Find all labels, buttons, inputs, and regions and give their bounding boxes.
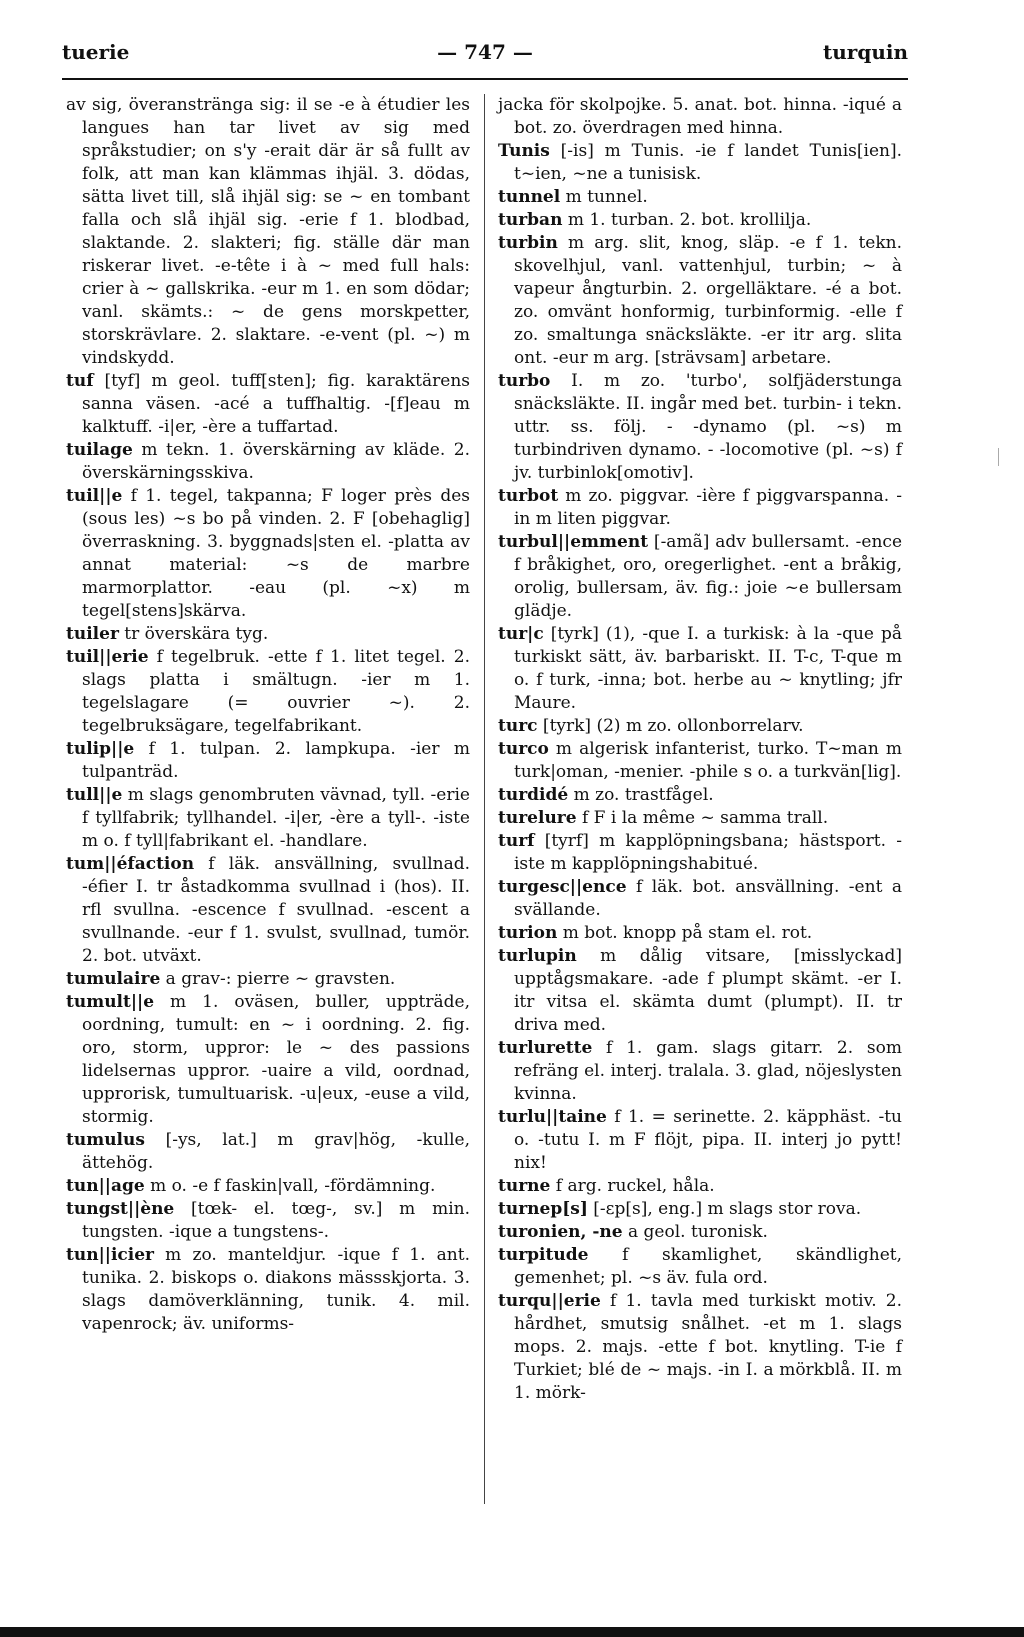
definition-text: f arg. ruckel, håla. [550, 1176, 715, 1196]
dictionary-entry [66, 485, 470, 623]
headword: turgesc||ence [498, 877, 627, 897]
dictionary-entry [66, 784, 470, 853]
definition-text: jacka för skolpojke. 5. anat. bot. hinna. -iqué a bot. zo. överdragen med hinna. [498, 95, 902, 138]
definition-text: [tyrk] (1), -que I. a turkisk: à la -que på turkiskt sätt, äv. barbariskt. II. T-c, T-que m o. f turk, -inna; bot. herbe au ~ knytling; jfr Maure. [514, 624, 902, 713]
headword: tumult||e [66, 992, 155, 1012]
headword: tuil||erie [66, 647, 149, 667]
headword: turc [498, 716, 538, 736]
dictionary-entry [498, 876, 902, 922]
margin-mark [998, 448, 999, 466]
definition-text: m arg. slit, knog, släp. -e f 1. tekn. skovelhjul, vanl. vattenhjul, turbin; ~ à vapeur ångturbin. 2. orgelläktare. -é a bot. zo. omvänt honformig, turbinformig. -elle f zo. smaltunga snäcksläkte. -er itr arg. slita ont. -eur m arg. [strävsam] arbetare. [514, 233, 902, 368]
headword: turelure [498, 808, 577, 828]
headword: turbo [498, 371, 551, 391]
definition-text: [-ys, lat.] m grav|hög, -kulle, ättehög. [82, 1130, 470, 1173]
dictionary-entry [66, 991, 470, 1129]
headword: turion [498, 923, 558, 943]
definition-text: m 1. oväsen, buller, uppträde, oordning, tumult: en ~ i oordning. 2. fig. oro, storm, uppror: le ~ des passions lidelsernas uppror. -uaire a vild, oordnad, upprorisk, tumultuarisk. -u|eux, -euse a vild, stormig. [82, 992, 470, 1127]
headword: tungst||ène [66, 1199, 175, 1219]
dictionary-entry [498, 1290, 902, 1405]
dictionary-entry [66, 1175, 470, 1198]
definition-text: m tunnel. [560, 187, 648, 207]
definition-text: [-is] m Tunis. -ie f landet Tunis[ien]. t~ien, ~ne a tunisisk. [514, 141, 902, 184]
right-column [498, 94, 902, 1405]
definition-text: m dålig vitsare, [misslyckad] upptågsmakare. -ade f plumpt skämt. -er I. itr vitsa el. skämta dumt (plumpt). II. tr driva med. [514, 946, 902, 1035]
dictionary-entry [498, 1221, 902, 1244]
definition-text: f läk. ansvällning, svullnad. -éfier I. tr åstadkomma svullnad i (hos). II. rfl svullna. -escence f svullnad. -escent a svullnande. -eur f 1. svulst, svullnad, tumör. 2. bot. utväxt. [82, 854, 470, 966]
definition-text: a geol. turonisk. [622, 1222, 768, 1242]
headword: turqu||erie [498, 1291, 601, 1311]
definition-text: [tyrf] m kapplöpningsbana; hästsport. -iste m kapplöpningshabitué. [514, 831, 902, 874]
definition-text: f 1. tulpan. 2. lampkupa. -ier m tulpanträd. [82, 739, 470, 782]
definition-text: f F i la même ~ samma trall. [576, 808, 829, 828]
headword: turf [498, 831, 535, 851]
headword: tuil||e [66, 486, 123, 506]
dictionary-entry [498, 945, 902, 1037]
dictionary-entry [66, 94, 470, 370]
headword: tur|c [498, 624, 544, 644]
definition-text: m algerisk infanterist, turko. T~man m turk|oman, -menier. -phile s o. a turkvän[lig]. [514, 739, 902, 782]
dictionary-entry [66, 1244, 470, 1336]
headword: tumulaire [66, 969, 161, 989]
headword: turpitude [498, 1245, 589, 1265]
dictionary-entry [498, 1198, 902, 1221]
definition-text: m tekn. 1. överskärning av kläde. 2. överskärningsskiva. [82, 440, 470, 483]
dictionary-entry [498, 370, 902, 485]
definition-text: [-amã] adv bullersamt. -ence f bråkighet, oro, oregerlighet. -ent a bråkig, orolig, bullersam, äv. fig.: joie ~e bullersam glädje. [514, 532, 902, 621]
headword: tun||icier [66, 1245, 154, 1265]
dictionary-entry [498, 140, 902, 186]
headword: turdidé [498, 785, 569, 805]
definition-text: m zo. piggvar. -ière f piggvarspanna. -in m liten piggvar. [514, 486, 902, 529]
headword: tuilage [66, 440, 133, 460]
dictionary-entry [498, 715, 902, 738]
dictionary-entry [498, 1106, 902, 1175]
dictionary-entry [498, 1244, 902, 1290]
definition-text: m 1. turban. 2. bot. krollilja. [562, 210, 812, 230]
dictionary-entry [498, 209, 902, 232]
dictionary-entry [498, 232, 902, 370]
dictionary-entry [498, 922, 902, 945]
definition-text: av sig, överanstränga sig: il se -e à étudier les langues han tar livet av sig med språkstudier; on s'y -erait där är så fullt av folk, att man kan klämmas ihjäl. 3. dödas, sätta livet till, slå ihjäl sig: se ~ en tombant falla och slå ihjäl sig. -erie f 1. blodbad, slaktande. 2. slakteri; fig. ställe där man riskerar livet. -e-tête i à ~ med full hals: crier à ~ gallskrika. -eur m 1. en som dödar; vanl. skämts.: ~ de gens morskpetter, storskrävlare. 2. slaktare. -e-vent (pl. ~) m vindskydd. [66, 95, 470, 368]
headword: turlu||taine [498, 1107, 607, 1127]
headword: tunnel [498, 187, 561, 207]
definition-text: a grav-: pierre ~ gravsten. [160, 969, 396, 989]
headword: tun||age [66, 1176, 145, 1196]
headword: tumulus [66, 1130, 145, 1150]
dictionary-entry [498, 531, 902, 623]
headword: turbot [498, 486, 559, 506]
definition-text: m bot. knopp på stam el. rot. [557, 923, 813, 943]
dictionary-entry [66, 853, 470, 968]
definition-text: [tyf] m geol. tuff[sten]; fig. karaktärens sanna väsen. -acé a tuffhaltig. -[f]eau m kalktuff. -i|er, -ère a tuffartad. [82, 371, 470, 437]
definition-text: [tœk- el. tœg-, sv.] m min. tungsten. -ique a tungstens-. [82, 1199, 470, 1242]
page-number: — 747 — [437, 40, 533, 64]
scan-bottom-edge [0, 1627, 1024, 1637]
dictionary-entry [66, 439, 470, 485]
headword: tuiler [66, 624, 119, 644]
left-column [66, 94, 470, 1336]
headword: tulip||e [66, 739, 135, 759]
dictionary-entry [498, 807, 902, 830]
dictionary-entry [498, 1037, 902, 1106]
definition-text: tr överskära tyg. [118, 624, 269, 644]
dictionary-entry [498, 485, 902, 531]
definition-text: m zo. trastfågel. [568, 785, 714, 805]
definition-text: I. m zo. 'turbo', solfjäderstunga snäcksläkte. II. ingår med bet. turbin- i tekn. uttr. ss. följ. - -dynamo (pl. ~s) m turbindriven dynamo. - -locomotive (pl. ~s) f jv. turbinlok[omotiv]. [514, 371, 902, 483]
dictionary-entry [498, 186, 902, 209]
definition-text: f 1. tegel, takpanna; F loger près des (sous les) ~s bo på vinden. 2. F [obehaglig] överraskning. 3. byggnads|sten el. -platta av annat material: ~s de marbre marmorplattor. -eau (pl. ~x) m tegel[stens]skärva. [82, 486, 470, 621]
headword: tum||éfaction [66, 854, 195, 874]
column-divider [484, 94, 485, 1504]
headword: tuf [66, 371, 94, 391]
definition-text: f 1. gam. slags gitarr. 2. som refräng el. interj. tralala. 3. glad, nöjeslysten kvinna. [514, 1038, 902, 1104]
dictionary-entry [66, 738, 470, 784]
headword: tull||e [66, 785, 123, 805]
headword: turlupin [498, 946, 577, 966]
running-head-right: turquin [823, 40, 908, 64]
dictionary-entry [66, 370, 470, 439]
page-header [62, 40, 908, 70]
definition-text: [-εp[s], eng.] m slags stor rova. [587, 1199, 862, 1219]
definition-text: m o. -e f faskin|vall, -fördämning. [144, 1176, 436, 1196]
definition-text: f tegelbruk. -ette f 1. litet tegel. 2. slags platta i smältugn. -ier m 1. tegelslagare (= ouvrier ~). 2. tegelbruksägare, tegelfabrikant. [82, 647, 470, 736]
definition-text: m zo. manteldjur. -ique f 1. ant. tunika. 2. biskops o. diakons mässskjorta. 3. slags damöverklänning, tunik. 4. mil. vapenrock; äv. uniforms- [82, 1245, 470, 1334]
definition-text: f skamlighet, skändlighet, gemenhet; pl. ~s äv. fula ord. [514, 1245, 902, 1288]
headword: turonien, -ne [498, 1222, 623, 1242]
headword: turco [498, 739, 549, 759]
headword: turnep[s] [498, 1199, 588, 1219]
dictionary-entry [66, 623, 470, 646]
dictionary-entry [66, 646, 470, 738]
dictionary-entry [66, 1198, 470, 1244]
definition-text: f 1. tavla med turkiskt motiv. 2. hårdhet, smutsig snålhet. -et m 1. slags mops. 2. majs. -ette f bot. knytling. T-ie f Turkiet; blé de ~ majs. -in I. a mörkblå. II. m 1. mörk- [514, 1291, 902, 1403]
running-head-left: tuerie [62, 40, 130, 64]
headword: Tunis [498, 141, 550, 161]
headword: turban [498, 210, 563, 230]
dictionary-entry [498, 784, 902, 807]
headword: turbul||emment [498, 532, 649, 552]
dictionary-entry [498, 623, 902, 715]
headword: turlurette [498, 1038, 593, 1058]
definition-text: [tyrk] (2) m zo. ollonborrelarv. [537, 716, 804, 736]
dictionary-entry [498, 738, 902, 784]
headword: turbin [498, 233, 558, 253]
definition-text: m slags genombruten vävnad, tyll. -erie f tyllfabrik; tyllhandel. -i|er, -ère a tyll-. -iste m o. f tyll|fabrikant el. -handlare. [82, 785, 470, 851]
dictionary-entry [66, 1129, 470, 1175]
definition-text: f läk. bot. ansvällning. -ent a svällande. [514, 877, 902, 920]
headword: turne [498, 1176, 551, 1196]
dictionary-entry [498, 830, 902, 876]
dictionary-entry [66, 968, 470, 991]
definition-text: f 1. = serinette. 2. käpphäst. -tu o. -tutu I. m F flöjt, pipa. II. interj jo pytt! nix! [514, 1107, 902, 1173]
dictionary-entry [498, 94, 902, 140]
dictionary-entry [498, 1175, 902, 1198]
header-rule [62, 78, 908, 80]
